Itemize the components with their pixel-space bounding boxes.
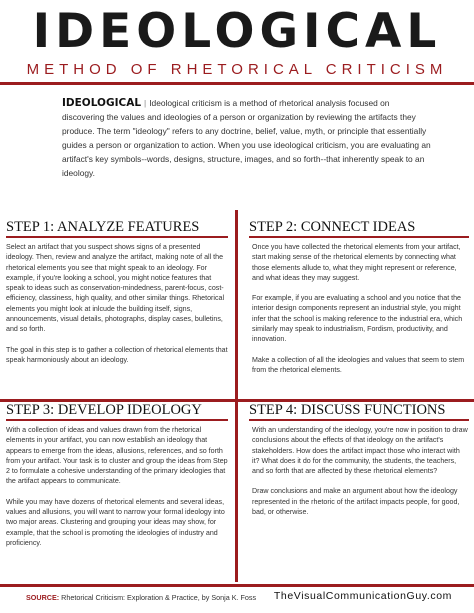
- site-credit: TheVisualCommunicationGuy.com: [273, 590, 452, 602]
- step-2-paragraph: For example, if you are evaluating a school and you notice that the interior design components represent an industrial style, you might infer that the school is making reference to the industrial era, which similarly may speak to industrialism, Fordism, productivity, and innovation.: [252, 294, 463, 344]
- step-2-body: [252, 242, 468, 385]
- step-1-underline: [6, 236, 228, 238]
- step-1-body: [6, 242, 228, 375]
- source-citation: [26, 593, 256, 602]
- step-4-heading: STEP 4: DISCUSS FUNCTIONS: [249, 402, 446, 418]
- step-4-underline: [249, 419, 469, 421]
- step-2-paragraph: Make a collection of all the ideologies and values that seem to stem from the rhetorical elements.: [252, 355, 465, 374]
- page-title: IDEOLOGICAL: [32, 4, 442, 59]
- intro-separator: |: [144, 98, 147, 108]
- intro-paragraph: [62, 96, 434, 180]
- step-2-underline: [249, 236, 469, 238]
- step-1-paragraph: Select an artifact that you suspect shows signs of a presented ideology. Then, review and analyze the artifact, making note of all the rhetorical elements you see that might speak to an ideology. For example, if you're looking a school, you might notice features that speak to ideas such as conservation-mindedness, parent-focus, cost-efficiency, classiness, high quality, and other similar things. Rhetorical elements you might look at inlcude the building itself, signs, announcements, visual details, photographs, display cases, bulletins, and so forth.: [6, 243, 225, 334]
- intro-text: Ideological criticism is a method of rhetorical analysis focused on discovering the values and ideologies of a person or organization by reviewing the artifacts they produce. The term "ideology" refers to any doctrine, belief, value, myth, or principle that essentially guides a person or organization to action. When you use ideological criticism, you are evaluating an artifact's key symbols--words, designs, structure, images, and so forth--that inherently speak to an ideology.: [62, 98, 431, 178]
- step-1-heading: STEP 1: ANALYZE FEATURES: [6, 219, 200, 235]
- step-3-paragraph: While you may have dozens of rhetorical elements and several ideas, values and allusions, you will want to narrow your formal ideology into two major areas. Clustering and grouping your ideas may show, for example, that the school is promoting the ideologies of industry and proficiency.: [6, 497, 225, 547]
- source-text: Rhetorical Criticism: Exploration & Practice, by Sonja K. Foss: [61, 593, 257, 602]
- source-label: SOURCE:: [26, 593, 60, 602]
- step-4-body: [252, 425, 468, 527]
- page-subtitle: METHOD OF RHETORICAL CRITICISM: [26, 61, 448, 78]
- step-4-paragraph: Draw conclusions and make an argument about how the ideology represented in the rhetoric of the artifact impacts people, for good, bad, or otherwise.: [252, 487, 460, 517]
- step-4-paragraph: With an understanding of the ideology, you're now in position to draw conclusions about the effects of that ideology on the artifact's stakeholders. How does the artifact impact those who interact with it? What does it do for the community, the students, the teachers, and so forth that are affected by these rhetorical elements?: [252, 426, 468, 476]
- footer-divider: [0, 584, 474, 587]
- step-2-paragraph: Once you have collected the rhetorical elements from your artifact, start making sense of the rhetorical elements by connecting what those elements allude to, what they might represent or reference, and what ideas they may suggest.: [252, 243, 461, 282]
- step-3-heading: STEP 3: DEVELOP IDEOLOGY: [6, 402, 202, 418]
- grid-vertical-divider: [235, 210, 238, 582]
- step-2-heading: STEP 2: CONNECT IDEAS: [249, 219, 416, 235]
- step-3-body: [6, 425, 228, 558]
- header-divider: [0, 82, 474, 85]
- step-3-underline: [6, 419, 228, 421]
- step-3-paragraph: With a collection of ideas and values drawn from the rhetorical elements in your artifact, you can now establish an ideology that appears to emerge from the ideas, allusions, references, and so forth from your artifact. Your task is to cluster and group the ideas from Step 2 to formulate a cohesive understanding of the primary ideologies that the artifact appears to communicate.: [6, 426, 228, 486]
- intro-lead: IDEOLOGICAL: [62, 97, 142, 109]
- step-1-paragraph: The goal in this step is to gather a collection of rhetorical elements that speak harmoniously about an ideology.: [6, 345, 228, 364]
